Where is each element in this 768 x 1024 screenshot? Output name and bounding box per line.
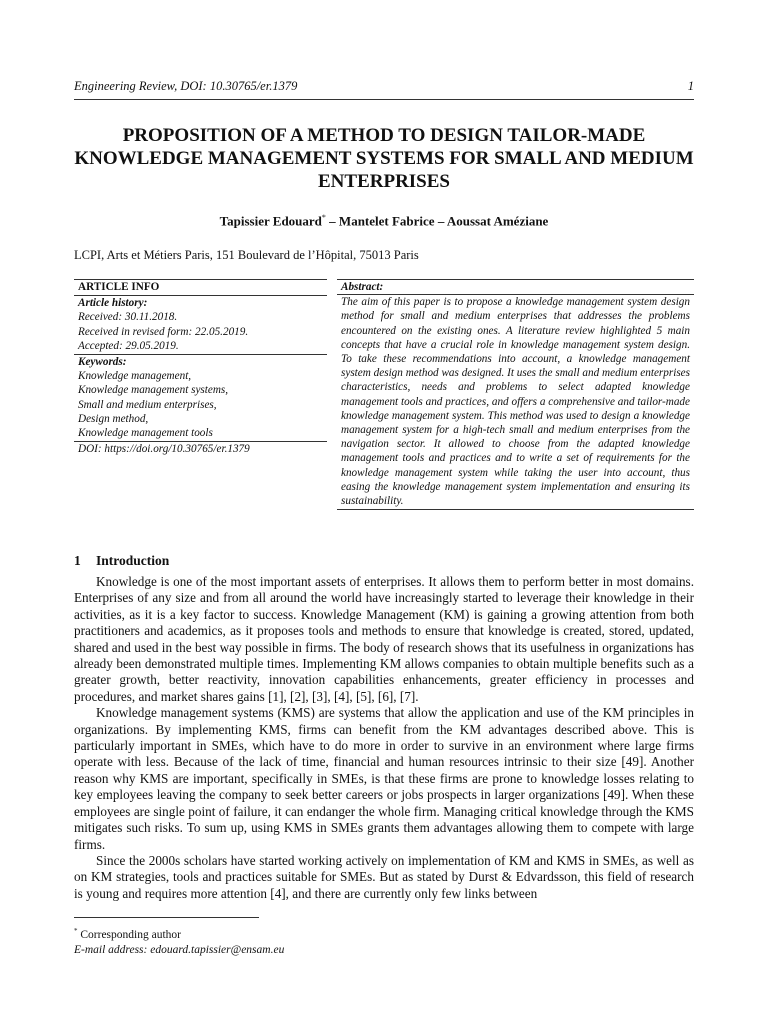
footnote-corresponding <box>74 924 694 943</box>
paragraph: Since the 2000s scholars have started working actively on implementation of KM and KMS in SMEs, as well as on KM strategies, tools and practices suitable for SMEs. But as stated by Durst & Edvardsson, this field of research is young and requires more attention [4], and there are currently only few links between <box>74 852 694 901</box>
keyword-item: Design method, <box>78 412 149 425</box>
other-authors: – Mantelet Fabrice – Aoussat Améziane <box>325 213 549 229</box>
keywords-heading: Keywords: <box>78 356 127 369</box>
keywords <box>74 355 327 442</box>
body-text <box>74 574 694 902</box>
keyword-item: Small and medium enterprises, <box>78 398 217 411</box>
section-title: Introduction <box>96 553 170 568</box>
history-heading: Article history: <box>78 297 148 310</box>
history-received: Received: 30.11.2018. <box>78 311 178 324</box>
doi-link[interactable]: DOI: https://doi.org/10.30765/er.1379 <box>78 443 250 456</box>
footnote-mark: * <box>74 927 78 935</box>
paragraph: Knowledge management systems (KMS) are systems that allow the application and use of the KM principles in organizations. By implementing KMS, firms can benefit from the KM advantages described above. This is particularly important in SMEs, which have to do more in order to survive in an environment where large firms operate with less. Because of the lack of time, financial and human resources intrinsic to their size [49]. Another reason why KMS are important, specifically in SMEs, is that these firms are prone to knowledge losses relating to key employees leaving the company to seek better careers or jobs prospects in larger organizations [49]. When these employees are single point of failure, it can endanger the whole firm. Managing critical knowledge through the KMS mitigates such risks. To sum up, using KMS in SMEs grants them advantages allowing them to compete with large firms. <box>74 705 694 852</box>
abstract-heading: Abstract: <box>337 279 694 294</box>
corresponding-author-mark: * <box>321 213 326 222</box>
footnotes <box>74 924 694 958</box>
first-author: Tapissier Edouard <box>219 213 322 229</box>
abstract-text: The aim of this paper is to propose a knowledge management system design method for small and medium enterprises that addresses the problems encountered on the existing ones. A literature review highlighted 5 main concepts that have a crucial role in knowledge management system design. To take these recommendations into account, a knowledge management system design method was designed. It uses the small and medium enterprises characteristics, needs and problems to select adapted knowledge management tools and practices, and offers a comprehensive and tailor-made knowledge management system. This method was used to design a knowledge management system for a high-tech small and medium enterprises from the navigation sector. It allowed to choose from the adapted knowledge management tools and practices and to write a set of requirements for the knowledge management system while taking the user into account, thus easing the knowledge management system implementation and ensuring its sustainability. <box>337 294 694 510</box>
header-rule <box>74 99 694 100</box>
paragraph: Knowledge is one of the most important assets of enterprises. It allows them to perform better in most domains. Enterprises of any size and from all around the world have increasingly started to leverage their knowledge in their activities, as it is a key factor to success. Knowledge Management (KM) is gaining a growing attention from both practitioners and academics, as it proposes tools and methods to ensure that knowledge is created, stored, updated, shared and used in the best way possible in firms. The body of research shows that its usefulness in organizations has already been demonstrated multiple times. Implementing KM allows companies to obtain multiple benefits such as a greater growth, better reactivity, innovation capabilities enhancements, greater efficiency in processes and procedures, and market shares gains [1], [2], [3], [4], [5], [6], [7]. <box>74 574 694 704</box>
section-number: 1 <box>74 553 81 568</box>
journal-citation: Engineering Review, DOI: 10.30765/er.1379 <box>74 79 298 93</box>
paper-title: PROPOSITION OF A METHOD TO DESIGN TAILOR-MADE KNOWLEDGE MANAGEMENT SYSTEMS FOR SMALL AND MEDIUM ENTERPRISES <box>74 125 694 192</box>
running-head <box>74 79 694 97</box>
footnote-rule <box>74 917 259 918</box>
article-info-box <box>74 279 327 457</box>
author-line <box>74 213 694 229</box>
keyword-item: Knowledge management, <box>78 370 192 383</box>
section-heading <box>74 553 694 569</box>
history-revised: Received in revised form: 22.05.2019. <box>78 325 249 338</box>
footnote-email[interactable]: E-mail address: edouard.tapissier@ensam.eu <box>74 943 285 956</box>
page-number: 1 <box>687 79 694 93</box>
article-history <box>74 296 327 355</box>
keyword-item: Knowledge management systems, <box>78 384 229 397</box>
affiliation: LCPI, Arts et Métiers Paris, 151 Boulevard de l’Hôpital, 75013 Paris <box>74 248 419 262</box>
footnote-corresponding-text: Corresponding author <box>80 928 181 941</box>
article-info-heading: ARTICLE INFO <box>74 279 327 296</box>
history-accepted: Accepted: 29.05.2019. <box>78 339 179 352</box>
abstract-box <box>337 279 694 510</box>
keyword-item: Knowledge management tools <box>78 427 213 440</box>
